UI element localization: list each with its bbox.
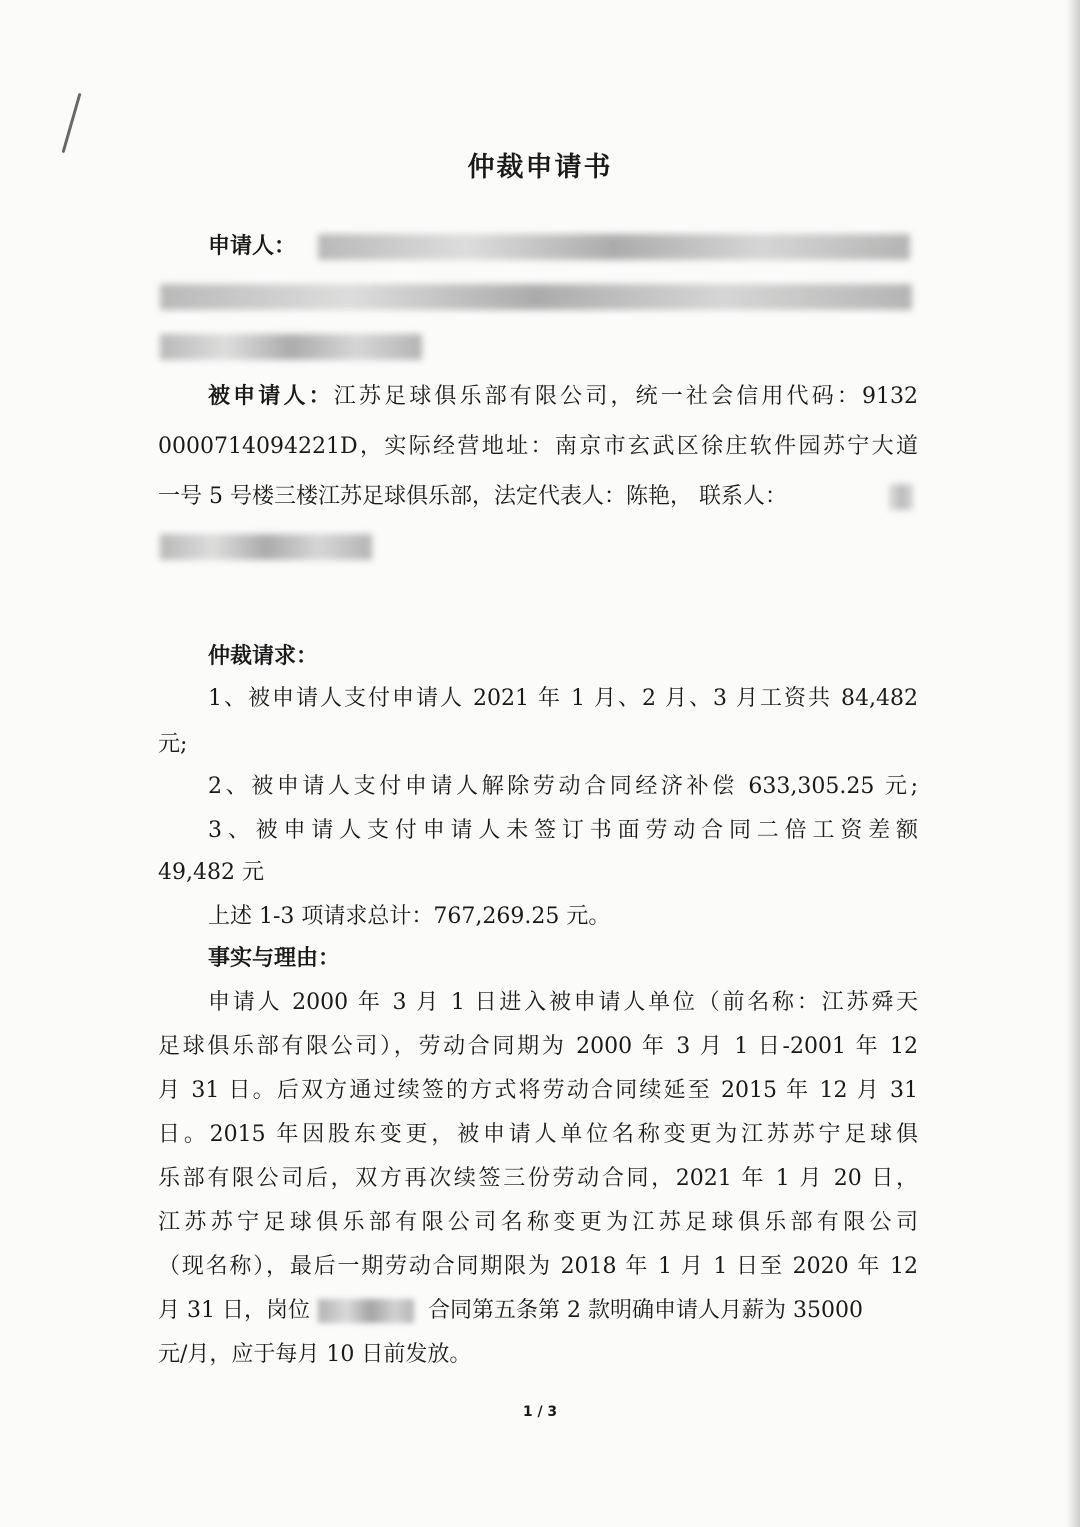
facts-line-6: 江苏苏宁足球俱乐部有限公司名称变更为江苏足球俱乐部有限公司 — [158, 1210, 918, 1235]
claim-item-3-line-1: 3、被申请人支付申请人未签订书面劳动合同二倍工资差额 — [208, 818, 918, 843]
claims-total: 上述 1-3 项请求总计：767,269.25 元。 — [208, 904, 611, 929]
respondent-line-3 — [158, 482, 898, 512]
redacted-applicant-info-3 — [160, 334, 422, 360]
facts-line-1: 申请人 2000 年 3 月 1 日进入被申请人单位（前名称：江苏舜天 — [208, 990, 918, 1015]
redacted-applicant-info-1 — [318, 234, 910, 260]
facts-line-8-part-1: 月 31 日，岗位 — [158, 1298, 310, 1323]
facts-line-3: 月 31 日。后双方通过续签的方式将劳动合同续延至 2015 年 12 月 31 — [158, 1078, 918, 1103]
scan-edge-shadow — [1066, 0, 1080, 1527]
applicant-label: 申请人： — [208, 234, 297, 259]
facts-line-4: 日。2015 年因股东变更，被申请人单位名称变更为江苏苏宁足球俱 — [158, 1122, 918, 1147]
claim-item-3-line-2: 49,482 元 — [158, 860, 264, 885]
claims-heading: 仲裁请求： — [208, 644, 319, 669]
facts-line-8-part-2: 合同第五条第 2 款明确申请人月薪为 35000 — [427, 1298, 863, 1323]
facts-line-7: （现名称），最后一期劳动合同期限为 2018 年 1 月 1 日至 2020 年 12 — [158, 1254, 918, 1279]
document-title: 仲裁申请书 — [467, 152, 613, 183]
facts-line-5: 乐部有限公司后，双方再次续签三份劳动合同，2021 年 1 月 20 日， — [158, 1166, 918, 1191]
page-number: 1 / 3 — [522, 1404, 558, 1420]
redacted-contact-1 — [890, 484, 912, 510]
facts-heading: 事实与理由： — [208, 946, 341, 971]
respondent-label: 被申请人： — [208, 384, 334, 409]
redacted-contact-2 — [160, 534, 372, 560]
redacted-position — [318, 1299, 414, 1323]
facts-line-9: 元/月，应于每月 10 日前发放。 — [158, 1342, 472, 1367]
redacted-applicant-info-2 — [160, 284, 912, 310]
claim-item-2: 2、被申请人支付申请人解除劳动合同经济补偿 633,305.25 元; — [208, 774, 918, 799]
claim-item-1-line-2: 元; — [158, 732, 188, 757]
facts-line-2: 足球俱乐部有限公司），劳动合同期为 2000 年 3 月 1 日-2001 年 12 — [158, 1034, 918, 1059]
respondent-line-1 — [208, 382, 918, 412]
claim-item-1-line-1: 1、被申请人支付申请人 2021 年 1 月、2 月、3 月工资共 84,482 — [208, 686, 918, 711]
respondent-text-1: 江苏足球俱乐部有限公司，统一社会信用代码：9132 — [333, 384, 918, 409]
facts-line-8 — [158, 1296, 918, 1326]
respondent-line-2: 0000714094221D，实际经营地址：南京市玄武区徐庄软件园苏宁大道 — [158, 434, 918, 459]
respondent-text-3: 一号 5 号楼三楼江苏足球俱乐部，法定代表人：陈艳， 联系人： — [158, 484, 787, 509]
